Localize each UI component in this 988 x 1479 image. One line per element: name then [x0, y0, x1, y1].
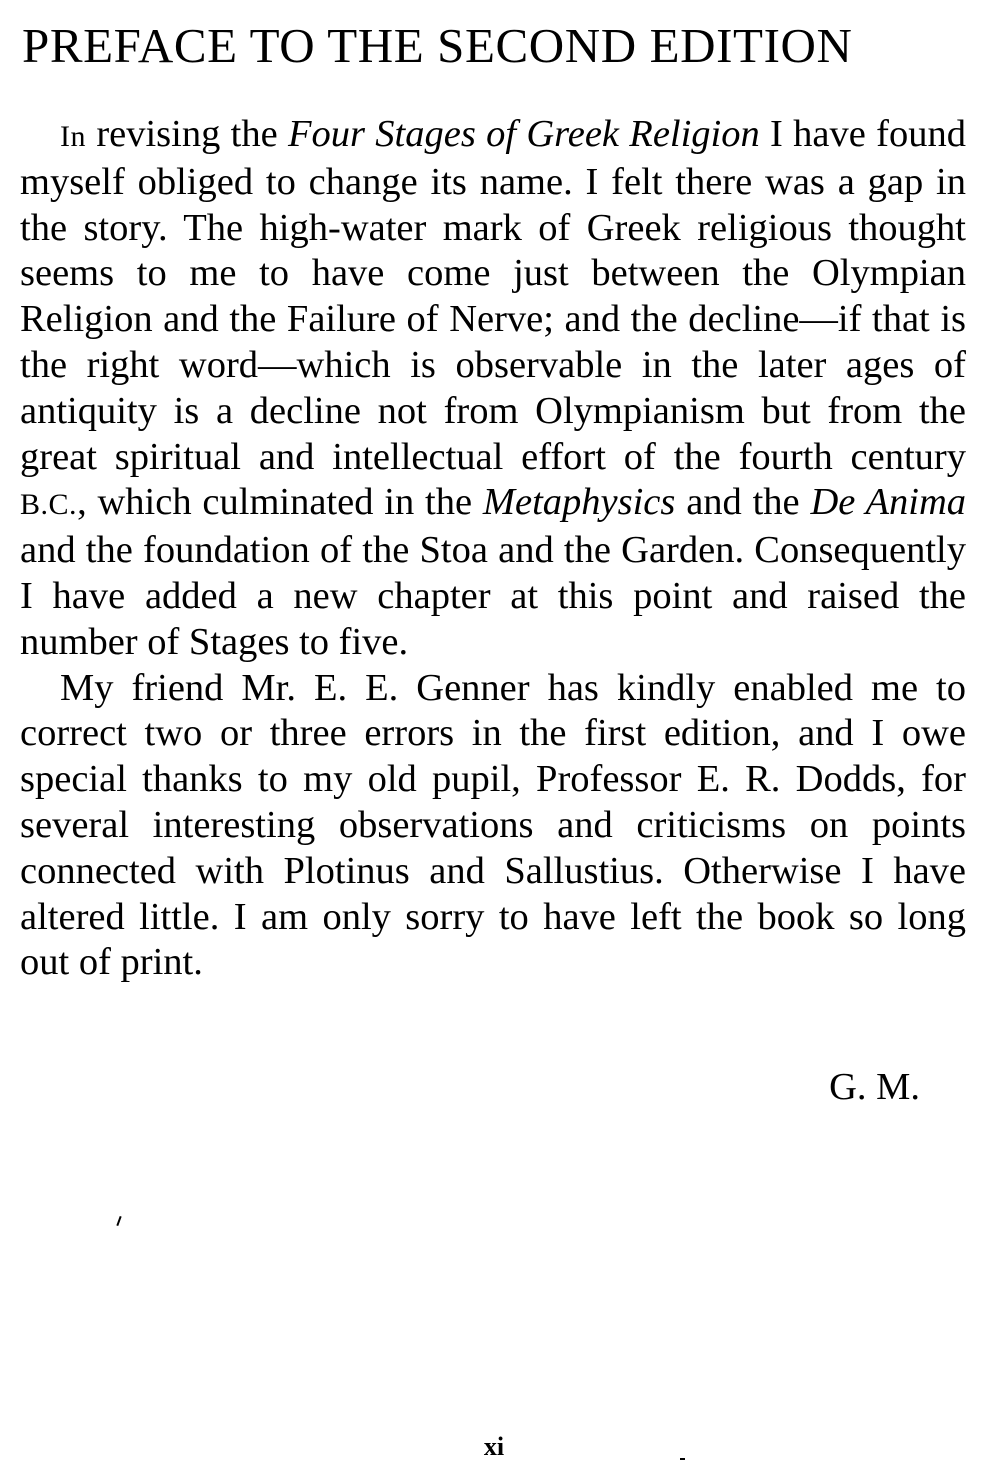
preface-body [20, 112, 966, 986]
paragraph-1-text-3: , which culminated in the [77, 481, 483, 524]
paragraph-1-text-4: and the [675, 481, 811, 524]
book-title: Four Stages of Greek Religion [288, 113, 760, 155]
work-title-de-anima: De Anima [810, 481, 967, 524]
paragraph-1 [20, 112, 966, 666]
page-title: PREFACE TO THE SECOND EDITION [22, 18, 853, 73]
paragraph-1-text-5: and the foundation of the Stoa and the Garden. Consequently I have added a new chapter at this point and raised the number of Stages to five. [20, 529, 966, 663]
paragraph-2: My friend Mr. E. E. Genner has kindly enabled me to correct two or three errors in the first edition, and I owe special thanks to my old pupil, Professor E. R. Dodds, for several interesting observations and criticisms on points connected with Plotinus and Sallustius. Otherwise I have altered little. I am only sorry to have left the book so long out of print. [20, 666, 966, 984]
work-title-metaphysics: Metaphysics [482, 481, 676, 524]
paragraph-1-text-1: revising the [86, 113, 288, 155]
paragraph-1-text-2: I have found myself obliged to change its name. I felt there was a gap in the story. The high-water mark of Greek religious thought seems to me to have come just between the Olympian Religion and the Failure of Nerve; and the decline—if that is the right word—which is observable in the later ages of antiquity is a decline not from Olympianism but from the great spiritual and intellectual effort of the fourth century [20, 113, 966, 478]
scan-speck [116, 1216, 121, 1226]
page-number: xi [483, 1432, 505, 1461]
author-initials: G. M. [829, 1066, 920, 1108]
drop-lead-word: In [60, 120, 87, 153]
era-abbreviation: B.C. [20, 488, 78, 522]
